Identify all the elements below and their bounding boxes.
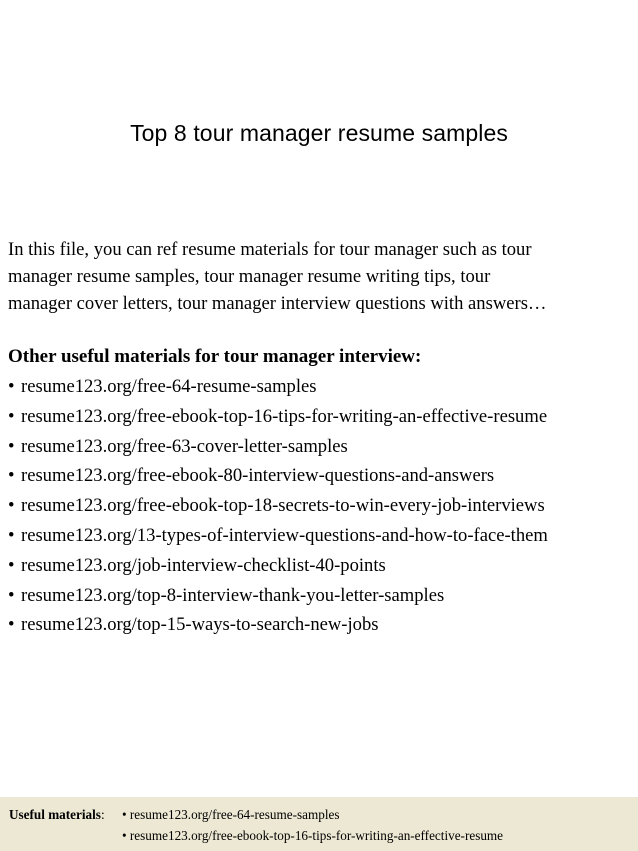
material-link[interactable]: resume123.org/free-64-resume-samples [21, 376, 317, 397]
material-link[interactable]: resume123.org/free-ebook-top-18-secrets-to-win-every-job-interviews [21, 495, 545, 517]
intro-paragraph [8, 236, 633, 317]
bullet-marker: • [8, 495, 15, 517]
material-link[interactable]: resume123.org/free-ebook-80-interview-questions-and-answers [21, 465, 495, 487]
list-item [8, 462, 548, 492]
bullet-marker: • [8, 405, 15, 427]
list-item [8, 403, 548, 433]
list-item [8, 433, 548, 463]
intro-line: manager resume samples, tour manager resume writing tips, tour [8, 266, 491, 287]
material-link[interactable]: resume123.org/top-8-interview-thank-you-letter-samples [21, 584, 445, 606]
material-link[interactable]: resume123.org/free-ebook-top-16-tips-for-writing-an-effective-resume [21, 405, 548, 427]
bullet-marker: • [8, 584, 15, 606]
intro-line: manager cover letters, tour manager interview questions with answers… [8, 293, 547, 314]
list-item [8, 611, 548, 641]
list-item [8, 492, 548, 522]
list-item [8, 373, 548, 403]
bullet-marker: • [8, 554, 15, 576]
footer-label-colon: : [100, 807, 105, 822]
footer-link[interactable]: • resume123.org/free-ebook-top-16-tips-for-writing-an-effective-resume [122, 828, 504, 843]
material-link[interactable]: resume123.org/free-63-cover-letter-samples [21, 435, 348, 457]
list-item [8, 522, 548, 552]
footer-label [9, 805, 105, 825]
list-item [8, 582, 548, 612]
materials-link-list [8, 373, 548, 641]
bullet-marker: • [8, 524, 15, 546]
material-link[interactable]: resume123.org/13-types-of-interview-questions-and-how-to-face-them [21, 524, 548, 546]
useful-materials-footer [0, 797, 638, 851]
material-link[interactable]: resume123.org/job-interview-checklist-40-points [21, 554, 386, 576]
bullet-marker: • [8, 435, 15, 457]
footer-label-text: Useful materials [9, 807, 101, 822]
bullet-marker: • [8, 465, 15, 487]
footer-link[interactable]: • resume123.org/free-64-resume-samples [122, 807, 340, 822]
list-item [8, 552, 548, 582]
materials-heading: Other useful materials for tour manager interview: [8, 346, 422, 367]
material-link[interactable]: resume123.org/top-15-ways-to-search-new-jobs [21, 614, 379, 636]
intro-line: In this file, you can ref resume materials for tour manager such as tour [8, 239, 532, 260]
bullet-marker: • [8, 614, 15, 636]
bullet-marker: • [8, 376, 15, 397]
document-title: Top 8 tour manager resume samples [130, 120, 508, 146]
